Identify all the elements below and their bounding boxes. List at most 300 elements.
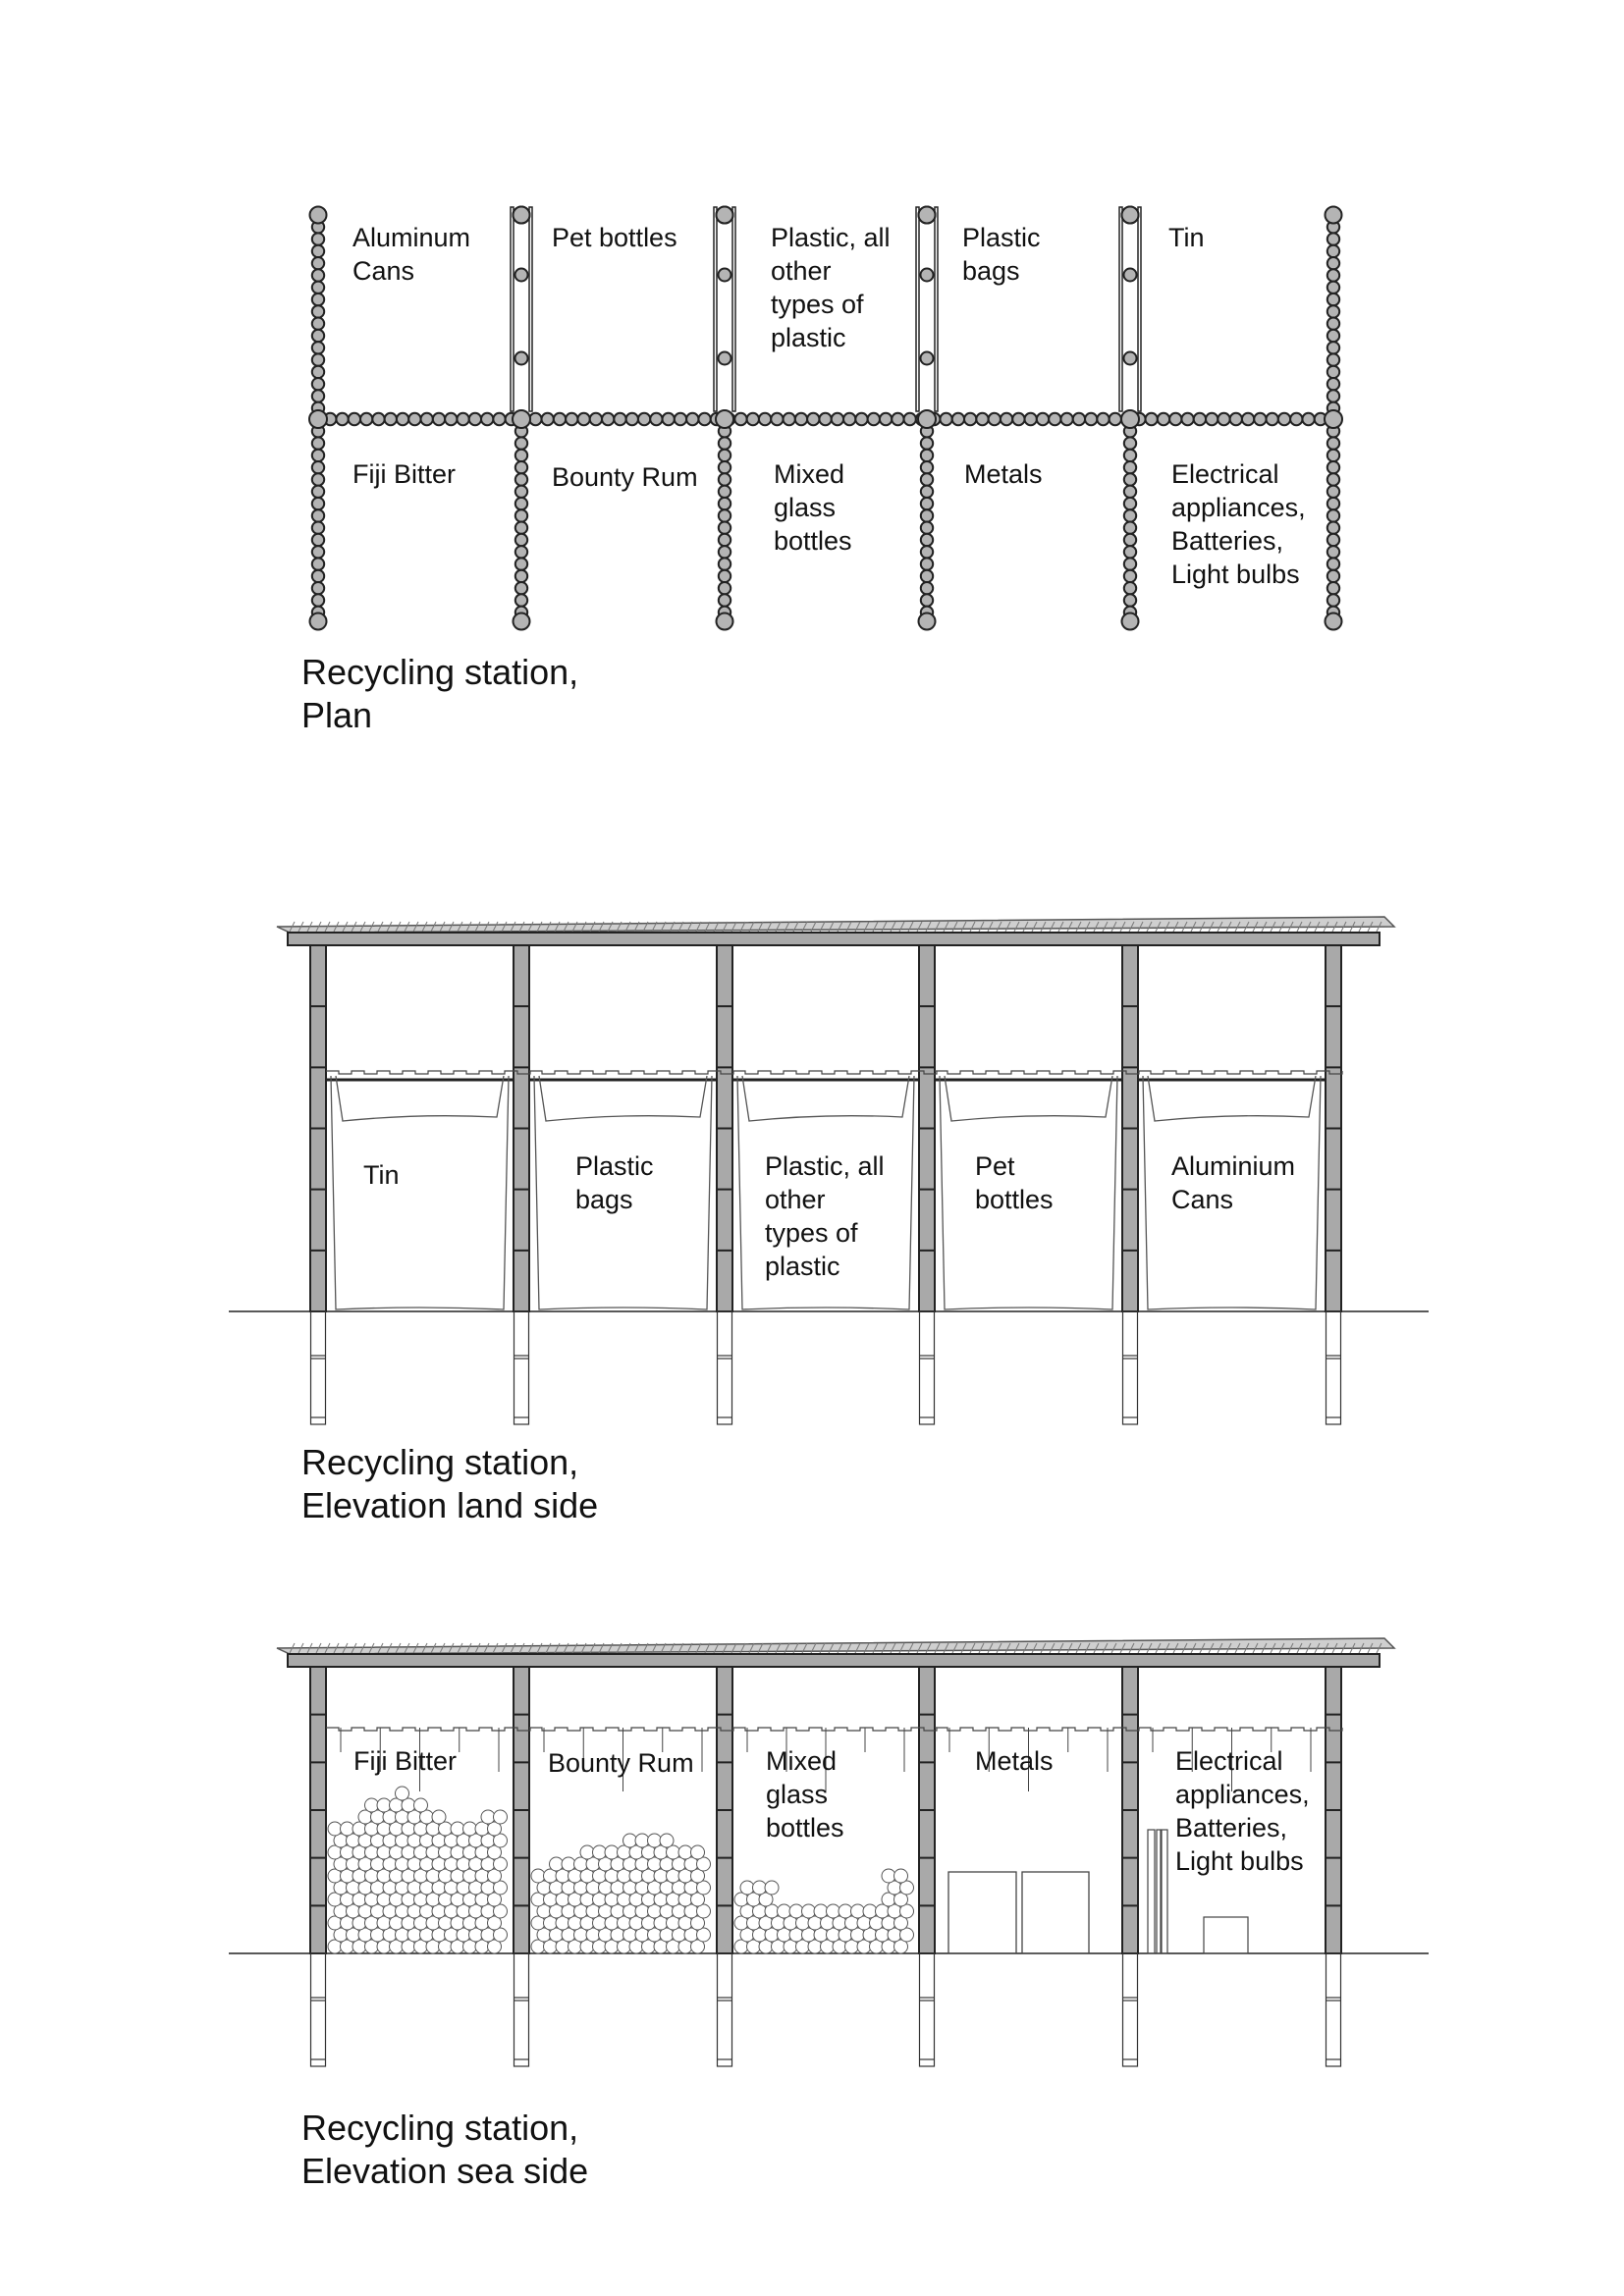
pole-bead bbox=[698, 413, 710, 425]
pole-bead bbox=[1327, 245, 1339, 257]
pole-bead bbox=[312, 522, 324, 534]
bottle bbox=[463, 1822, 477, 1836]
pole-bead bbox=[976, 413, 988, 425]
pole-bead bbox=[1327, 366, 1339, 378]
bottle bbox=[660, 1834, 674, 1847]
pole-bead bbox=[921, 450, 933, 461]
pole-bead bbox=[513, 410, 530, 428]
plan-view bbox=[309, 207, 1342, 630]
bottle bbox=[396, 1787, 409, 1800]
pole-bead bbox=[312, 342, 324, 353]
pole-bead bbox=[515, 509, 527, 521]
pole-bead bbox=[921, 509, 933, 521]
pole-bead bbox=[1327, 558, 1339, 569]
bottle bbox=[365, 1798, 379, 1812]
pole-bead bbox=[515, 352, 528, 365]
pole-bead bbox=[1124, 534, 1136, 546]
pole-bead bbox=[832, 413, 843, 425]
pole-bead bbox=[515, 522, 527, 534]
pole-bead bbox=[989, 413, 1001, 425]
pole-bead bbox=[312, 473, 324, 485]
pole-bead bbox=[1327, 437, 1339, 449]
plan-bottom-bay-label: Batteries, bbox=[1171, 526, 1284, 556]
land-bay-label: Cans bbox=[1171, 1185, 1234, 1214]
pole-bead bbox=[719, 269, 731, 282]
bottle bbox=[377, 1798, 391, 1812]
pole-bead bbox=[1327, 594, 1339, 606]
pole-bead bbox=[372, 413, 384, 425]
pole-bead bbox=[554, 413, 566, 425]
battery-box bbox=[1204, 1917, 1248, 1953]
pole-bead bbox=[719, 498, 731, 509]
pole-bead bbox=[1302, 413, 1314, 425]
pole-bead bbox=[686, 413, 698, 425]
plan-top-bay-label: Pet bottles bbox=[552, 223, 677, 252]
land-bay-label: bags bbox=[575, 1185, 633, 1214]
bottle bbox=[635, 1834, 649, 1847]
pole-bead bbox=[312, 594, 324, 606]
pole-bead bbox=[1327, 353, 1339, 365]
pole-bead bbox=[1181, 413, 1193, 425]
pole-bead bbox=[493, 413, 505, 425]
pole-bead bbox=[312, 330, 324, 342]
sea-bay-label: appliances, bbox=[1175, 1780, 1310, 1809]
pole-bead bbox=[514, 614, 530, 630]
pole-bead bbox=[312, 509, 324, 521]
pole-bead bbox=[1124, 509, 1136, 521]
land-title-line-1: Recycling station, bbox=[301, 1442, 579, 1482]
pole-bead bbox=[515, 473, 527, 485]
sea-bay-label: glass bbox=[766, 1780, 829, 1809]
pole-bead bbox=[1325, 410, 1342, 428]
pole-bead bbox=[921, 461, 933, 473]
metal-crate bbox=[948, 1872, 1016, 1953]
bottle bbox=[562, 1857, 575, 1871]
hanging-rail bbox=[935, 1728, 1139, 1731]
pole-bead bbox=[1327, 570, 1339, 582]
bottle bbox=[691, 1845, 705, 1859]
post-footing bbox=[920, 1953, 935, 2066]
pole-bead bbox=[1326, 207, 1342, 224]
land-title-line-2: Elevation land side bbox=[301, 1485, 599, 1525]
land-bay-label: plastic bbox=[765, 1252, 840, 1281]
land-bay-label: Tin bbox=[363, 1160, 400, 1190]
pole-bead bbox=[921, 352, 934, 365]
pole-bead bbox=[421, 413, 433, 425]
land-bay-label: Plastic, all bbox=[765, 1151, 885, 1181]
pole-bead bbox=[312, 546, 324, 558]
pole-bead bbox=[336, 413, 348, 425]
frame-rail bbox=[714, 207, 717, 411]
pole-bead bbox=[312, 582, 324, 594]
plan-top-bay-label: Tin bbox=[1168, 223, 1205, 252]
pole-bead bbox=[921, 473, 933, 485]
bulk-bag bbox=[331, 1076, 509, 1309]
bottle bbox=[550, 1857, 564, 1871]
bottle bbox=[753, 1881, 767, 1895]
pole-bead bbox=[515, 546, 527, 558]
pole-bead bbox=[1327, 498, 1339, 509]
plan-top-bay-label: Cans bbox=[352, 256, 415, 286]
pole-bead bbox=[408, 413, 420, 425]
pole-bead bbox=[1012, 413, 1024, 425]
pole-bead bbox=[515, 558, 527, 569]
bottle bbox=[802, 1904, 816, 1918]
bottle bbox=[414, 1798, 428, 1812]
pole-bead bbox=[952, 413, 964, 425]
pole-bead bbox=[1327, 378, 1339, 390]
bottle bbox=[789, 1904, 803, 1918]
pole-bead bbox=[719, 450, 731, 461]
pole-bead bbox=[312, 269, 324, 281]
bag-fold bbox=[539, 1076, 707, 1121]
pole-bead bbox=[312, 390, 324, 401]
pole-bead bbox=[1097, 413, 1109, 425]
plan-bottom-bay-label: Fiji Bitter bbox=[352, 459, 457, 489]
land-bay-label: Aluminium bbox=[1171, 1151, 1296, 1181]
pole-bead bbox=[719, 570, 731, 582]
sea-bay-label: Mixed bbox=[766, 1746, 838, 1776]
bottle bbox=[605, 1845, 619, 1859]
plan-bottom-bay-label: bottles bbox=[774, 526, 852, 556]
bottle bbox=[827, 1904, 840, 1918]
pole-bead bbox=[921, 570, 933, 582]
pole-bead bbox=[921, 558, 933, 569]
pole-bead bbox=[1278, 413, 1290, 425]
bottle bbox=[432, 1810, 446, 1824]
bottle bbox=[678, 1845, 692, 1859]
plan-top-bay-label: types of bbox=[771, 290, 864, 319]
roof-beam bbox=[288, 1654, 1380, 1667]
bottle bbox=[863, 1904, 877, 1918]
land-bay-label: types of bbox=[765, 1218, 858, 1248]
plan-bottom-bay-label: Light bulbs bbox=[1171, 560, 1300, 589]
pole-bead bbox=[921, 486, 933, 498]
pole-bead bbox=[918, 410, 936, 428]
plan-title-line-1: Recycling station, bbox=[301, 652, 579, 692]
pole-bead bbox=[719, 594, 731, 606]
pole-bead bbox=[312, 450, 324, 461]
pole-bead bbox=[892, 413, 903, 425]
plan-top-bay-label: bags bbox=[962, 256, 1020, 286]
post-footing bbox=[514, 1311, 529, 1424]
pole-bead bbox=[312, 437, 324, 449]
pole-bead bbox=[515, 269, 528, 282]
plan-top-bay-label: Plastic bbox=[962, 223, 1041, 252]
plan-top-bay-label: plastic bbox=[771, 323, 846, 352]
bottle bbox=[531, 1869, 545, 1883]
land-bay-label: Plastic bbox=[575, 1151, 654, 1181]
pole-bead bbox=[1290, 413, 1302, 425]
pole-bead bbox=[1122, 614, 1139, 630]
pole-bead bbox=[312, 378, 324, 390]
sea-bay-label: Fiji Bitter bbox=[353, 1746, 458, 1776]
pole-bead bbox=[626, 413, 638, 425]
sea-bay-label: bottles bbox=[766, 1813, 844, 1842]
pole-bead bbox=[1327, 294, 1339, 305]
pole-bead bbox=[719, 546, 731, 558]
post-footing bbox=[1326, 1311, 1341, 1424]
pole-bead bbox=[515, 486, 527, 498]
light-tube bbox=[1162, 1830, 1167, 1953]
bag-fold bbox=[742, 1076, 909, 1121]
bottle bbox=[778, 1904, 791, 1918]
pole-bead bbox=[312, 233, 324, 244]
pole-bead bbox=[921, 269, 934, 282]
pole-bead bbox=[880, 413, 892, 425]
pole-bead bbox=[719, 534, 731, 546]
frame-rail bbox=[1138, 207, 1141, 411]
pole-bead bbox=[638, 413, 650, 425]
pole-bead bbox=[921, 594, 933, 606]
pole-bead bbox=[1327, 522, 1339, 534]
pole-bead bbox=[795, 413, 807, 425]
post-footing bbox=[1326, 1953, 1341, 2066]
rail-edge bbox=[935, 1071, 1139, 1074]
pole-bead bbox=[921, 522, 933, 534]
plan-top-bay-label: other bbox=[771, 256, 832, 286]
pole-bead bbox=[719, 486, 731, 498]
pole-bead bbox=[1122, 207, 1139, 224]
pole-bead bbox=[1060, 413, 1072, 425]
sea-title-line-1: Recycling station, bbox=[301, 2108, 579, 2148]
bottle bbox=[593, 1845, 607, 1859]
pole-bead bbox=[1124, 522, 1136, 534]
pole-bead bbox=[921, 546, 933, 558]
pole-bead bbox=[312, 534, 324, 546]
pole-bead bbox=[1124, 486, 1136, 498]
pole-bead bbox=[1124, 352, 1137, 365]
pole-bead bbox=[1327, 269, 1339, 281]
pole-bead bbox=[964, 413, 976, 425]
bottle bbox=[894, 1869, 908, 1883]
pole-bead bbox=[819, 413, 831, 425]
pole-bead bbox=[1124, 473, 1136, 485]
pole-bead bbox=[515, 534, 527, 546]
pole-bead bbox=[940, 413, 951, 425]
pole-bead bbox=[1327, 473, 1339, 485]
pole-bead bbox=[312, 282, 324, 294]
metal-crate bbox=[1022, 1872, 1089, 1953]
pole-bead bbox=[1327, 546, 1339, 558]
pole-bead bbox=[921, 582, 933, 594]
plan-bottom-bay-label: Electrical bbox=[1171, 459, 1279, 489]
pole-bead bbox=[1124, 450, 1136, 461]
pole-bead bbox=[515, 461, 527, 473]
pole-bead bbox=[719, 582, 731, 594]
pole-bead bbox=[1124, 582, 1136, 594]
pole-bead bbox=[1124, 269, 1137, 282]
pole-bead bbox=[719, 509, 731, 521]
post-footing bbox=[311, 1953, 326, 2066]
pole-bead bbox=[1242, 413, 1254, 425]
rail-edge bbox=[326, 1071, 530, 1074]
sea-bay-label: Electrical bbox=[1175, 1746, 1283, 1776]
bottle bbox=[623, 1834, 637, 1847]
pole-bead bbox=[1146, 413, 1158, 425]
pole-bead bbox=[1124, 498, 1136, 509]
pole-bead bbox=[515, 498, 527, 509]
pole-bead bbox=[310, 614, 327, 630]
hanging-rail bbox=[529, 1728, 733, 1731]
pole-bead bbox=[349, 413, 360, 425]
pole-bead bbox=[515, 450, 527, 461]
plan-bottom-bay-label: glass bbox=[774, 493, 837, 522]
bag-fold bbox=[945, 1076, 1112, 1121]
pole-bead bbox=[312, 245, 324, 257]
frame-rail bbox=[511, 207, 514, 411]
pole-bead bbox=[1124, 594, 1136, 606]
land-bay-label: Pet bbox=[975, 1151, 1015, 1181]
roof-beam bbox=[288, 933, 1380, 945]
pole-bead bbox=[1158, 413, 1169, 425]
land-bay-label: bottles bbox=[975, 1185, 1054, 1214]
pole-bead bbox=[1254, 413, 1266, 425]
bottle bbox=[451, 1822, 464, 1836]
post-footing bbox=[718, 1311, 732, 1424]
bottle bbox=[851, 1904, 865, 1918]
pole-bead bbox=[1001, 413, 1012, 425]
pole-bead bbox=[1025, 413, 1037, 425]
pole-bead bbox=[719, 461, 731, 473]
post-footing bbox=[514, 1953, 529, 2066]
plan-bottom-bay-label: Metals bbox=[964, 459, 1043, 489]
plan-bottom-bay-label: Mixed bbox=[774, 459, 845, 489]
pole-bead bbox=[312, 318, 324, 330]
pole-bead bbox=[719, 522, 731, 534]
pole-bead bbox=[1124, 546, 1136, 558]
post-footing bbox=[718, 1953, 732, 2066]
frame-rail bbox=[529, 207, 532, 411]
pole-bead bbox=[759, 413, 771, 425]
pole-bead bbox=[1267, 413, 1278, 425]
pole-bead bbox=[1327, 282, 1339, 294]
hanging-rail bbox=[732, 1728, 937, 1731]
bottle bbox=[814, 1904, 828, 1918]
pole-bead bbox=[747, 413, 759, 425]
pole-bead bbox=[312, 366, 324, 378]
pole-bead bbox=[1327, 233, 1339, 244]
pole-bead bbox=[1326, 614, 1342, 630]
pole-bead bbox=[1124, 437, 1136, 449]
pole-bead bbox=[1327, 330, 1339, 342]
pole-bead bbox=[312, 294, 324, 305]
hanging-rail bbox=[1138, 1728, 1342, 1731]
bag-fold bbox=[336, 1076, 504, 1121]
pole-bead bbox=[719, 473, 731, 485]
pole-bead bbox=[481, 413, 493, 425]
pole-bead bbox=[309, 410, 327, 428]
light-tube bbox=[1148, 1830, 1155, 1953]
plan-top-bay-label: Plastic, all bbox=[771, 223, 891, 252]
rail-edge bbox=[1138, 1071, 1342, 1074]
pole-bead bbox=[784, 413, 795, 425]
pole-bead bbox=[385, 413, 397, 425]
pole-bead bbox=[719, 352, 731, 365]
pole-bead bbox=[1110, 413, 1121, 425]
light-tube bbox=[1157, 1830, 1161, 1953]
pole-bead bbox=[312, 570, 324, 582]
pole-bead bbox=[919, 207, 936, 224]
pole-bead bbox=[663, 413, 675, 425]
post-footing bbox=[920, 1311, 935, 1424]
pole-bead bbox=[312, 353, 324, 365]
pole-bead bbox=[1327, 390, 1339, 401]
sea-bay-label: Metals bbox=[975, 1746, 1054, 1776]
pole-bead bbox=[1327, 342, 1339, 353]
pole-bead bbox=[397, 413, 408, 425]
pole-bead bbox=[312, 486, 324, 498]
rail-edge bbox=[732, 1071, 937, 1074]
hanging-rail bbox=[326, 1728, 530, 1731]
pole-bead bbox=[1327, 486, 1339, 498]
pole-bead bbox=[1327, 534, 1339, 546]
pole-bead bbox=[1049, 413, 1060, 425]
pole-bead bbox=[904, 413, 916, 425]
bottle bbox=[328, 1822, 342, 1836]
pole-bead bbox=[1124, 461, 1136, 473]
pole-bead bbox=[734, 413, 746, 425]
land-bay-label: other bbox=[765, 1185, 826, 1214]
bottle bbox=[648, 1834, 662, 1847]
pole-bead bbox=[614, 413, 625, 425]
pole-bead bbox=[650, 413, 662, 425]
rail-edge bbox=[529, 1071, 733, 1074]
pole-bead bbox=[1037, 413, 1049, 425]
pole-bead bbox=[1073, 413, 1085, 425]
pole-bead bbox=[1169, 413, 1181, 425]
pole-bead bbox=[843, 413, 855, 425]
post-footing bbox=[311, 1311, 326, 1424]
pole-bead bbox=[719, 437, 731, 449]
pole-bead bbox=[433, 413, 445, 425]
plan-top-bay-label: Aluminum bbox=[352, 223, 471, 252]
bottle bbox=[765, 1881, 779, 1895]
pole-bead bbox=[515, 570, 527, 582]
pole-bead bbox=[1230, 413, 1242, 425]
pole-bead bbox=[919, 614, 936, 630]
pole-bead bbox=[515, 594, 527, 606]
pole-bead bbox=[1121, 410, 1139, 428]
bottle bbox=[481, 1810, 495, 1824]
pole-bead bbox=[469, 413, 481, 425]
pole-bead bbox=[312, 461, 324, 473]
elevation-land-side bbox=[229, 917, 1429, 1424]
frame-rail bbox=[1119, 207, 1122, 411]
pole-bead bbox=[1124, 570, 1136, 582]
pole-bead bbox=[312, 257, 324, 269]
bottle bbox=[882, 1869, 895, 1883]
pole-bead bbox=[312, 305, 324, 317]
pole-bead bbox=[1206, 413, 1218, 425]
pole-bead bbox=[542, 413, 554, 425]
pole-bead bbox=[921, 437, 933, 449]
pole-bead bbox=[717, 614, 733, 630]
pole-bead bbox=[1194, 413, 1206, 425]
pole-bead bbox=[868, 413, 880, 425]
pole-bead bbox=[855, 413, 867, 425]
bottle bbox=[740, 1881, 754, 1895]
sea-bay-label: Bounty Rum bbox=[548, 1748, 694, 1778]
pole-bead bbox=[312, 498, 324, 509]
elevation-sea-side bbox=[229, 1638, 1429, 2066]
pole-bead bbox=[719, 558, 731, 569]
frame-rail bbox=[916, 207, 919, 411]
pole-bead bbox=[577, 413, 589, 425]
pole-bead bbox=[717, 207, 733, 224]
pole-bead bbox=[1327, 582, 1339, 594]
bottle bbox=[839, 1904, 852, 1918]
